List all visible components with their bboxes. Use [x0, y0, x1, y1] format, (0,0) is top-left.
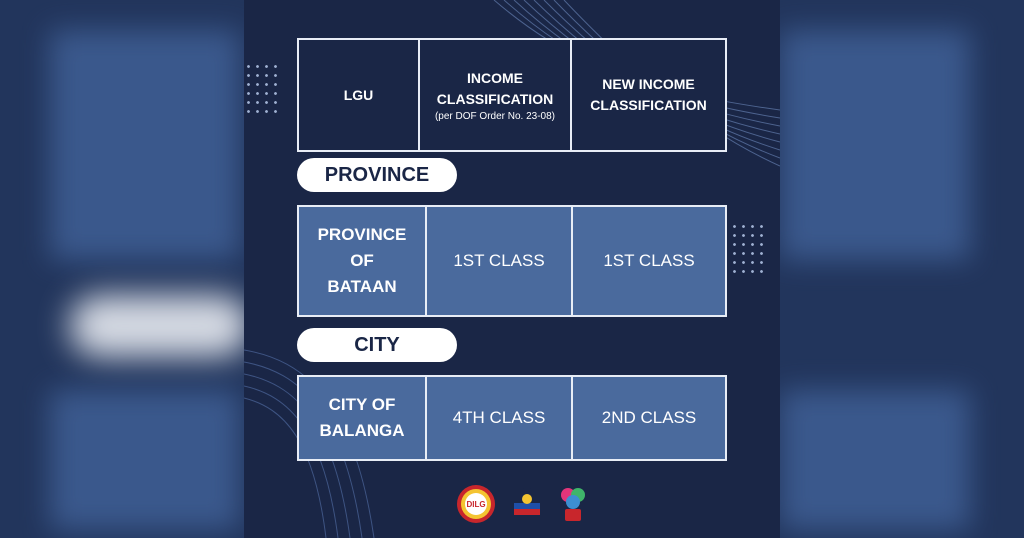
province-name-line1: PROVINCE	[317, 225, 407, 244]
classification-card	[244, 0, 780, 538]
logo-bar	[456, 484, 588, 524]
province-new-class	[573, 207, 725, 315]
bagong-pilipinas-icon	[510, 487, 544, 521]
province-name-line3: BATAAN	[327, 277, 397, 296]
city-row	[297, 375, 727, 461]
dot-grid-decoration-right	[730, 222, 766, 276]
header-income-classification	[420, 40, 572, 150]
city-name-cell	[299, 377, 427, 459]
header-new-line1: NEW INCOME	[602, 76, 695, 92]
city-new-class-value: 2ND CLASS	[601, 408, 697, 427]
dilg-seal-icon	[456, 484, 496, 524]
header-income-note: (per DOF Order No. 23-08)	[434, 110, 556, 122]
header-new-line2: CLASSIFICATION	[590, 97, 707, 113]
header-lgu	[299, 40, 420, 150]
section-pill-province	[297, 158, 457, 192]
lgrc-icon	[558, 485, 588, 523]
province-name-line2: OF	[350, 251, 374, 270]
city-new-class	[573, 377, 725, 459]
header-new-income-classification	[572, 40, 725, 150]
blurred-background-left	[0, 0, 244, 538]
province-name-cell	[299, 207, 427, 315]
city-old-class	[427, 377, 573, 459]
header-table	[297, 38, 727, 152]
section-province-label: PROVINCE	[324, 163, 430, 186]
dot-grid-decoration	[244, 62, 280, 116]
province-new-class-value: 1ST CLASS	[603, 251, 695, 270]
province-row	[297, 205, 727, 317]
city-old-class-value: 4TH CLASS	[452, 408, 546, 427]
province-old-class	[427, 207, 573, 315]
dilg-seal-text: DILG	[466, 500, 486, 509]
blurred-background-right	[780, 0, 1024, 538]
header-income-line2: CLASSIFICATION	[436, 90, 554, 107]
section-pill-city	[297, 328, 457, 362]
province-old-class-value: 1ST CLASS	[453, 251, 545, 270]
city-name-line1: CITY OF	[328, 395, 396, 414]
header-lgu-label: LGU	[343, 86, 374, 103]
section-city-label: CITY	[354, 333, 400, 356]
header-income-line1: INCOME	[467, 69, 523, 86]
city-name-line2: BALANGA	[319, 421, 405, 440]
